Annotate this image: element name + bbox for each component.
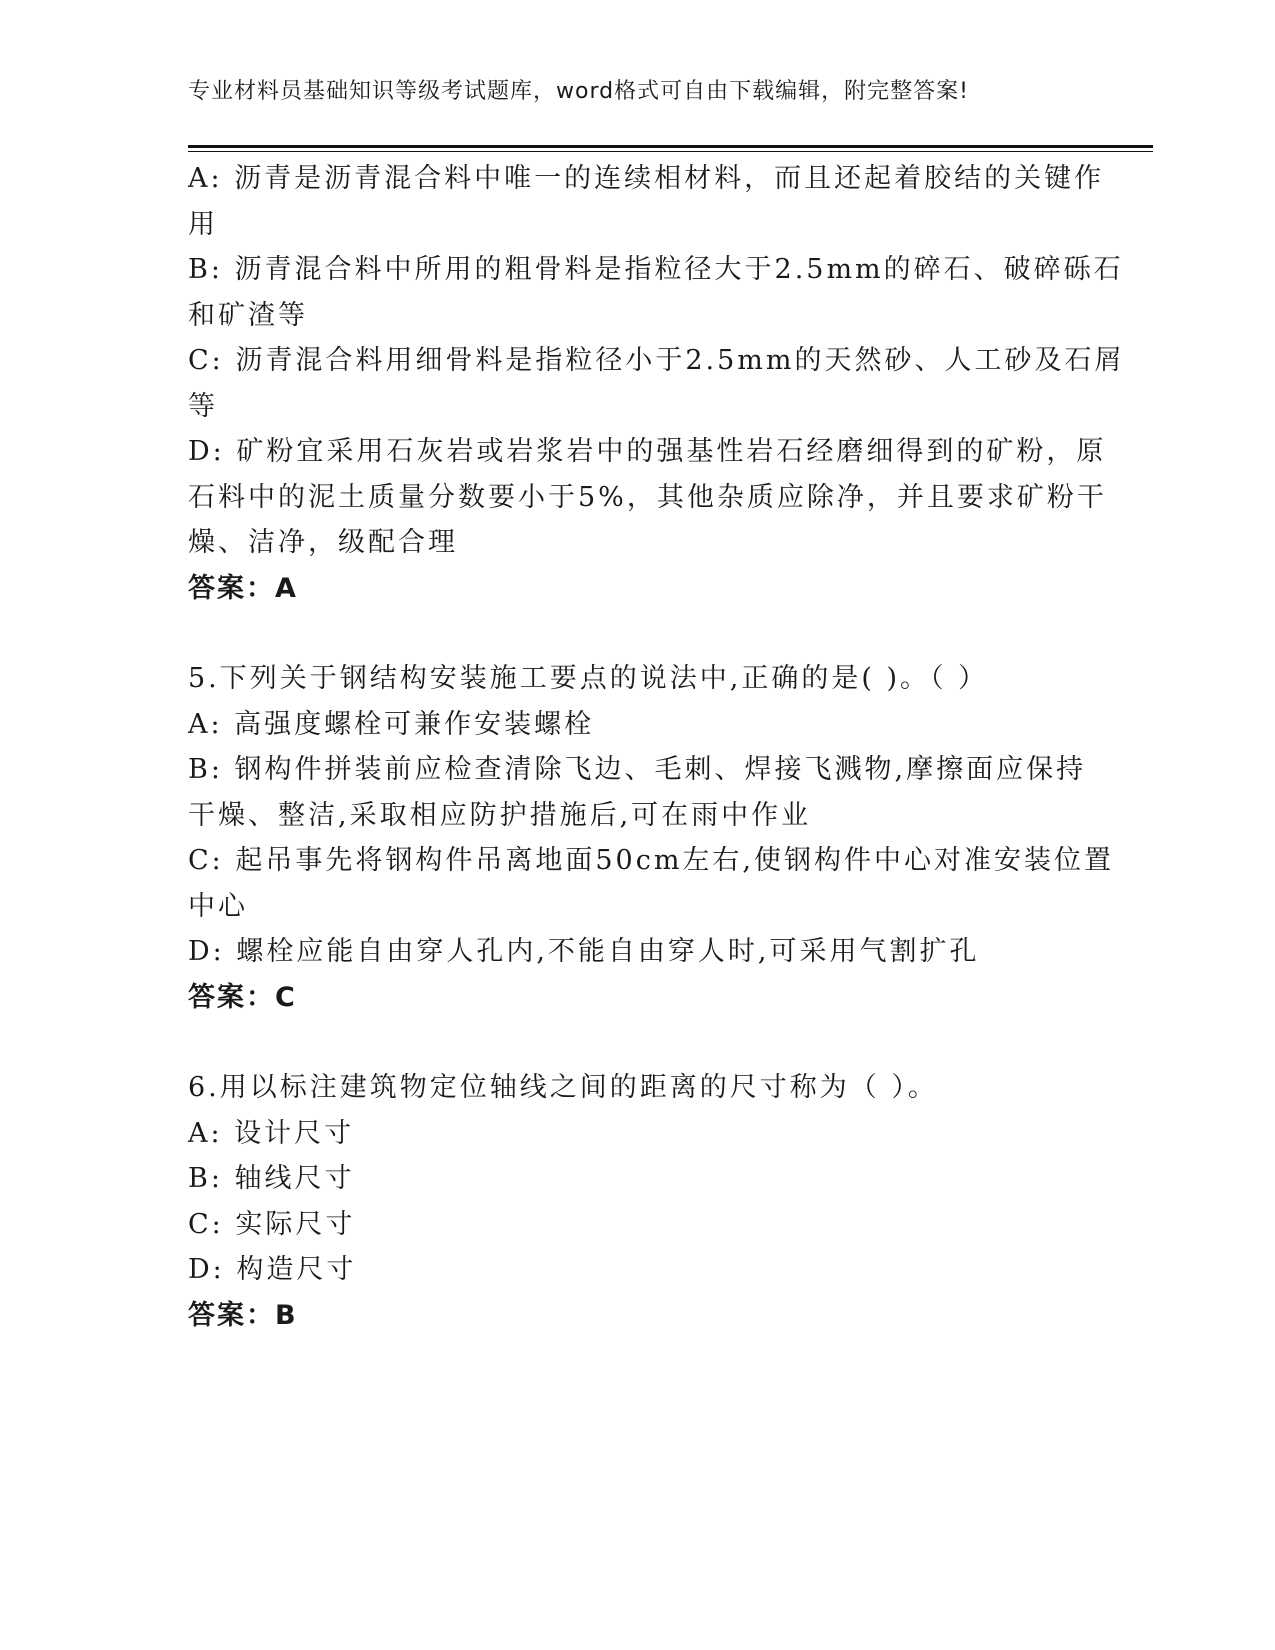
question-5 bbox=[188, 656, 1114, 1020]
header-rule-thin bbox=[188, 151, 1153, 152]
spacer bbox=[188, 611, 1068, 656]
option-line: 燥、洁净，级配合理 bbox=[188, 527, 458, 558]
header-rule-thick bbox=[188, 145, 1153, 148]
option-line: A: 高强度螺栓可兼作安装螺栓 bbox=[188, 708, 595, 740]
option-a bbox=[188, 1111, 1068, 1157]
answer-label: 答案：C bbox=[188, 981, 297, 1013]
option-a bbox=[188, 702, 1068, 748]
option-line: 干燥、整洁,采取相应防护措施后,可在雨中作业 bbox=[188, 799, 812, 831]
option-line: B: 钢构件拼装前应检查清除飞边、毛刺、焊接飞溅物,摩擦面应保持 bbox=[188, 754, 1087, 785]
option-line: C: 起吊事先将钢构件吊离地面50cm左右,使钢构件中心对准安装位置 bbox=[188, 845, 1114, 876]
option-line: D: 构造尺寸 bbox=[188, 1254, 357, 1285]
option-b bbox=[188, 1156, 1068, 1202]
option-a bbox=[188, 156, 1105, 247]
question-4 bbox=[188, 156, 1125, 611]
option-line: A: 设计尺寸 bbox=[188, 1117, 355, 1149]
option-b bbox=[188, 747, 1087, 838]
question-6 bbox=[188, 1065, 1068, 1338]
answer-label: 答案：A bbox=[188, 572, 298, 604]
page-header: 专业材料员基础知识等级考试题库，word格式可自由下载编辑，附完整答案! bbox=[188, 79, 969, 104]
option-line: 用 bbox=[188, 208, 218, 240]
option-c bbox=[188, 338, 1125, 429]
option-c bbox=[188, 1202, 1068, 1248]
option-line: 中心 bbox=[188, 890, 248, 922]
option-line: 和矿渣等 bbox=[188, 299, 308, 331]
option-line: 等 bbox=[188, 390, 218, 422]
question-content bbox=[188, 156, 1125, 1338]
spacer bbox=[188, 1020, 1068, 1065]
question-text: 6.用以标注建筑物定位轴线之间的距离的尺寸称为（ ）。 bbox=[188, 1072, 938, 1103]
question-text: 5.下列关于钢结构安装施工要点的说法中,正确的是( )。（ ） bbox=[188, 663, 989, 694]
option-b bbox=[188, 247, 1124, 338]
option-line: D: 矿粉宜采用石灰岩或岩浆岩中的强基性岩石经磨细得到的矿粉，原 bbox=[188, 436, 1107, 467]
option-d bbox=[188, 929, 1068, 975]
option-d bbox=[188, 1247, 1068, 1293]
option-line: 石料中的泥土质量分数要小于5%，其他杂质应除净，并且要求矿粉干 bbox=[188, 481, 1107, 513]
option-line: D: 螺栓应能自由穿人孔内,不能自由穿人时,可采用气割扩孔 bbox=[188, 936, 980, 967]
option-line: A: 沥青是沥青混合料中唯一的连续相材料，而且还起着胶结的关键作 bbox=[188, 163, 1105, 194]
option-line: C: 实际尺寸 bbox=[188, 1208, 356, 1240]
option-line: C: 沥青混合料用细骨料是指粒径小于2.5mm的天然砂、人工砂及石屑 bbox=[188, 345, 1125, 376]
option-line: B: 沥青混合料中所用的粗骨料是指粒径大于2.5mm的碎石、破碎砾石 bbox=[188, 254, 1124, 285]
option-c bbox=[188, 838, 1114, 929]
option-d bbox=[188, 429, 1107, 566]
answer-label: 答案：B bbox=[188, 1299, 298, 1331]
option-line: B: 轴线尺寸 bbox=[188, 1163, 355, 1194]
